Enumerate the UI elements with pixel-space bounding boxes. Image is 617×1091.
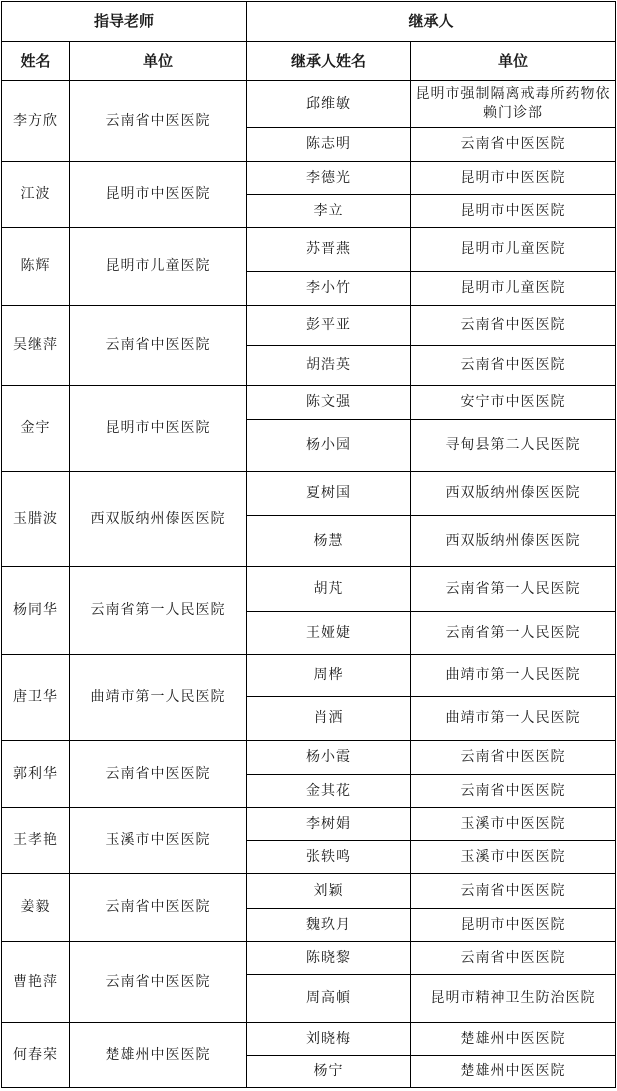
successor-unit-cell: 云南省中医医院 — [411, 775, 616, 808]
mentor-name-cell: 吴继萍 — [2, 306, 70, 386]
mentor-name-cell: 郭利华 — [2, 741, 70, 808]
successor-unit-cell: 云南省中医医院 — [411, 874, 616, 909]
successor-unit-cell: 昆明市精神卫生防治医院 — [411, 975, 616, 1023]
successor-unit-cell: 昆明市中医医院 — [411, 162, 616, 195]
successor-table — [1, 1, 616, 1088]
successor-unit-cell: 昆明市中医医院 — [411, 909, 616, 942]
successor-name-cell: 夏树国 — [247, 472, 411, 516]
table-row — [2, 81, 616, 128]
successor-unit-cell: 云南省中医医院 — [411, 741, 616, 775]
mentor-unit-cell: 云南省中医医院 — [70, 942, 247, 1023]
header-row-group — [2, 2, 616, 42]
mentor-name-cell: 何春荣 — [2, 1023, 70, 1088]
mentor-unit-cell: 云南省中医医院 — [70, 81, 247, 162]
successor-name-cell: 王娅婕 — [247, 612, 411, 655]
mentor-unit-cell: 昆明市中医医院 — [70, 386, 247, 472]
successor-unit-cell: 西双版纳州傣医医院 — [411, 472, 616, 516]
successor-name-cell: 陈文强 — [247, 386, 411, 420]
successor-unit-cell: 云南省中医医院 — [411, 942, 616, 975]
table-row — [2, 874, 616, 909]
successor-unit-cell: 玉溪市中医医院 — [411, 808, 616, 841]
successor-name-cell: 魏玖月 — [247, 909, 411, 942]
table-row — [2, 567, 616, 612]
mentor-name-cell: 杨同华 — [2, 567, 70, 655]
mentor-unit-cell: 昆明市中医医院 — [70, 162, 247, 228]
successor-name-cell: 胡浩英 — [247, 346, 411, 386]
table-row — [2, 808, 616, 841]
successor-unit-cell: 云南省第一人民医院 — [411, 567, 616, 612]
mentor-unit-cell: 曲靖市第一人民医院 — [70, 655, 247, 741]
header-row-columns — [2, 42, 616, 81]
successor-name-cell: 刘颖 — [247, 874, 411, 909]
successor-name-cell: 李树娟 — [247, 808, 411, 841]
successor-unit-cell: 曲靖市第一人民医院 — [411, 697, 616, 741]
table-row — [2, 306, 616, 346]
table-row — [2, 741, 616, 775]
mentor-name-cell: 王孝艳 — [2, 808, 70, 874]
mentor-name-cell: 唐卫华 — [2, 655, 70, 741]
successor-name-cell: 彭平亚 — [247, 306, 411, 346]
successor-group-header: 继承人 — [247, 2, 616, 42]
table-row — [2, 472, 616, 516]
successor-name-cell: 李立 — [247, 195, 411, 228]
table-row — [2, 655, 616, 697]
successor-name-cell: 李德光 — [247, 162, 411, 195]
mentor-unit-cell: 云南省中医医院 — [70, 741, 247, 808]
successor-name-cell: 李小竹 — [247, 272, 411, 306]
table-row — [2, 386, 616, 420]
mentor-unit-cell: 楚雄州中医医院 — [70, 1023, 247, 1088]
successor-unit-cell: 云南省中医医院 — [411, 306, 616, 346]
successor-unit-header: 单位 — [411, 42, 616, 81]
mentor-name-header: 姓名 — [2, 42, 70, 81]
mentor-unit-cell: 西双版纳州傣医医院 — [70, 472, 247, 567]
mentor-name-cell: 玉腊波 — [2, 472, 70, 567]
successor-unit-cell: 云南省中医医院 — [411, 128, 616, 162]
successor-name-cell: 陈晓黎 — [247, 942, 411, 975]
mentor-name-cell: 金宇 — [2, 386, 70, 472]
mentor-name-cell: 江波 — [2, 162, 70, 228]
mentor-name-cell: 曹艳萍 — [2, 942, 70, 1023]
successor-unit-cell: 昆明市中医医院 — [411, 195, 616, 228]
mentor-unit-cell: 云南省中医医院 — [70, 306, 247, 386]
successor-name-cell: 张轶鸣 — [247, 841, 411, 874]
mentor-name-cell: 李方欣 — [2, 81, 70, 162]
successor-unit-cell: 楚雄州中医医院 — [411, 1023, 616, 1056]
successor-name-cell: 周高幁 — [247, 975, 411, 1023]
successor-unit-cell: 玉溪市中医医院 — [411, 841, 616, 874]
successor-name-cell: 邱维敏 — [247, 81, 411, 128]
successor-name-cell: 陈志明 — [247, 128, 411, 162]
mentor-unit-header: 单位 — [70, 42, 247, 81]
table-row — [2, 228, 616, 272]
successor-name-cell: 金其花 — [247, 775, 411, 808]
successor-unit-cell: 曲靖市第一人民医院 — [411, 655, 616, 697]
successor-name-cell: 杨小霞 — [247, 741, 411, 775]
successor-name-cell: 杨慧 — [247, 516, 411, 567]
successor-unit-cell: 昆明市儿童医院 — [411, 228, 616, 272]
successor-name-cell: 胡芃 — [247, 567, 411, 612]
mentor-unit-cell: 昆明市儿童医院 — [70, 228, 247, 306]
successor-unit-cell: 云南省第一人民医院 — [411, 612, 616, 655]
successor-unit-cell: 寻甸县第二人民医院 — [411, 420, 616, 472]
mentor-name-cell: 姜毅 — [2, 874, 70, 942]
successor-unit-cell: 安宁市中医医院 — [411, 386, 616, 420]
successor-unit-cell: 楚雄州中医医院 — [411, 1056, 616, 1088]
table-row — [2, 162, 616, 195]
successor-name-cell: 刘晓梅 — [247, 1023, 411, 1056]
mentor-unit-cell: 玉溪市中医医院 — [70, 808, 247, 874]
successor-unit-cell: 昆明市强制隔离戒毒所药物依赖门诊部 — [411, 81, 616, 128]
successor-name-cell: 苏晋燕 — [247, 228, 411, 272]
successor-unit-cell: 西双版纳州傣医医院 — [411, 516, 616, 567]
mentor-name-cell: 陈辉 — [2, 228, 70, 306]
successor-name-cell: 周桦 — [247, 655, 411, 697]
mentor-unit-cell: 云南省第一人民医院 — [70, 567, 247, 655]
successor-name-cell: 肖洒 — [247, 697, 411, 741]
successor-name-cell: 杨宁 — [247, 1056, 411, 1088]
mentor-group-header: 指导老师 — [2, 2, 247, 42]
successor-name-cell: 杨小园 — [247, 420, 411, 472]
table-row — [2, 1023, 616, 1056]
table-row — [2, 942, 616, 975]
successor-name-header: 继承人姓名 — [247, 42, 411, 81]
mentor-unit-cell: 云南省中医医院 — [70, 874, 247, 942]
successor-unit-cell: 昆明市儿童医院 — [411, 272, 616, 306]
successor-unit-cell: 云南省中医医院 — [411, 346, 616, 386]
